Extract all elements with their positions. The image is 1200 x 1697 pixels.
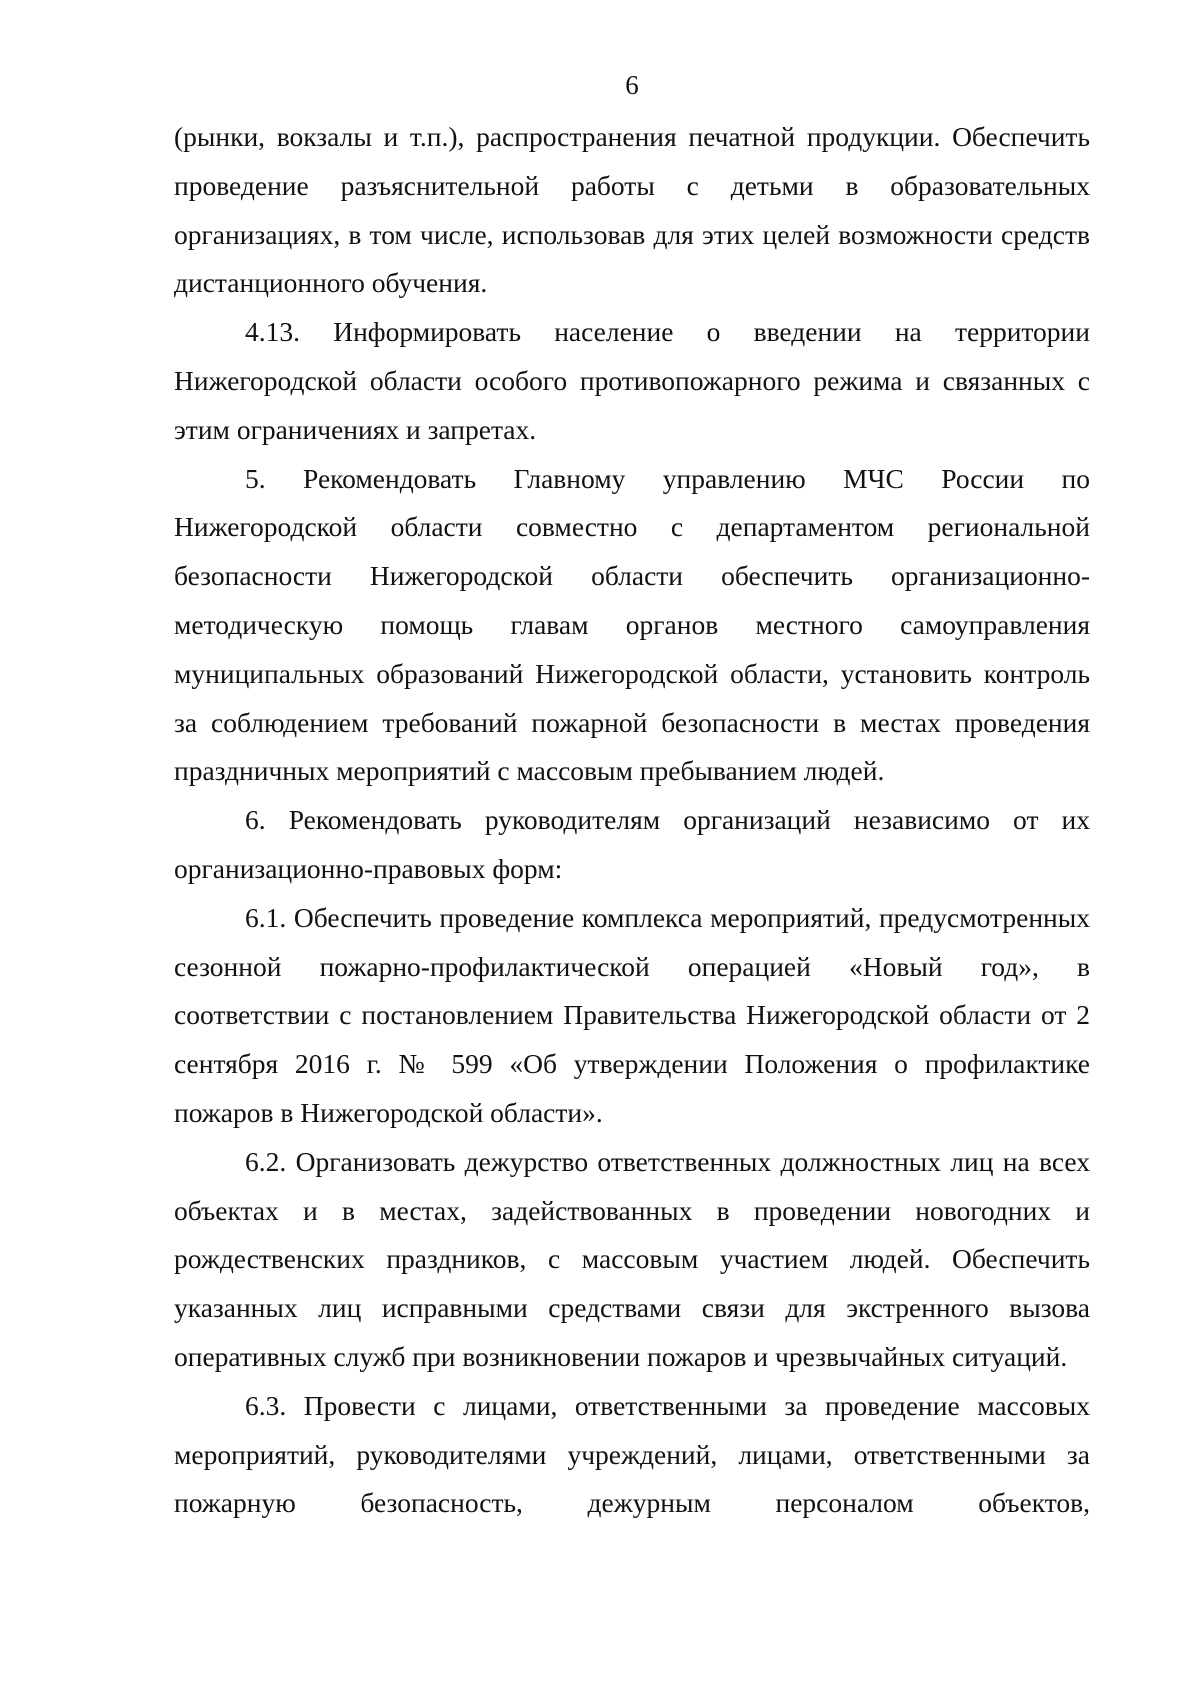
page-number: 6 xyxy=(625,70,639,100)
paragraph-4-13: 4.13. Информировать население о введении на территории Нижегородской области особого противопожарного режима и связанных с этим ограничениях и запретах. xyxy=(174,316,1090,445)
document-body xyxy=(174,113,1090,1528)
paragraph-6-2: 6.2. Организовать дежурство ответственных должностных лиц на всех объектах и в местах, задействованных в проведении новогодних и рождественских праздников, с массовым участием людей. Обеспечить указанных лиц исправными средствами связи для экстренного вызова оперативных служб при возникновении пожаров и чрезвычайных ситуаций. xyxy=(174,1145,1090,1372)
paragraph-5: 5. Рекомендовать Главному управлению МЧС России по Нижегородской области совместно с департаментом региональной безопасности Нижегородской области обеспечить организационно-методическую помощь главам органов местного самоуправления муниципальных образований Нижегородской области, установить контроль за соблюдением требований пожарной безопасности в местах проведения праздничных мероприятий с массовым пребыванием людей. xyxy=(174,462,1090,787)
paragraph-6: 6. Рекомендовать руководителям организаций независимо от их организационно-правовых форм: xyxy=(174,804,1090,884)
paragraph-6-3: 6.3. Провести с лицами, ответственными за проведение массовых мероприятий, руководителями учреждений, лицами, ответственными за пожарную безопасность, дежурным персоналом объектов, xyxy=(174,1389,1090,1519)
paragraph-6-1: 6.1. Обеспечить проведение комплекса мероприятий, предусмотренных сезонной пожарно-профилактической операцией «Новый год», в соответствии с постановлением Правительства Нижегородской области от 2 сентября 2016 г. № 599 «Об утверждении Положения о профилактике пожаров в Нижегородской области». xyxy=(174,901,1090,1128)
paragraph-continuation: (рынки, вокзалы и т.п.), распространения печатной продукции. Обеспечить проведение разъяснительной работы с детьми в образовательных организациях, в том числе, использовав для этих целей возможности средств дистанционного обучения. xyxy=(174,121,1090,299)
